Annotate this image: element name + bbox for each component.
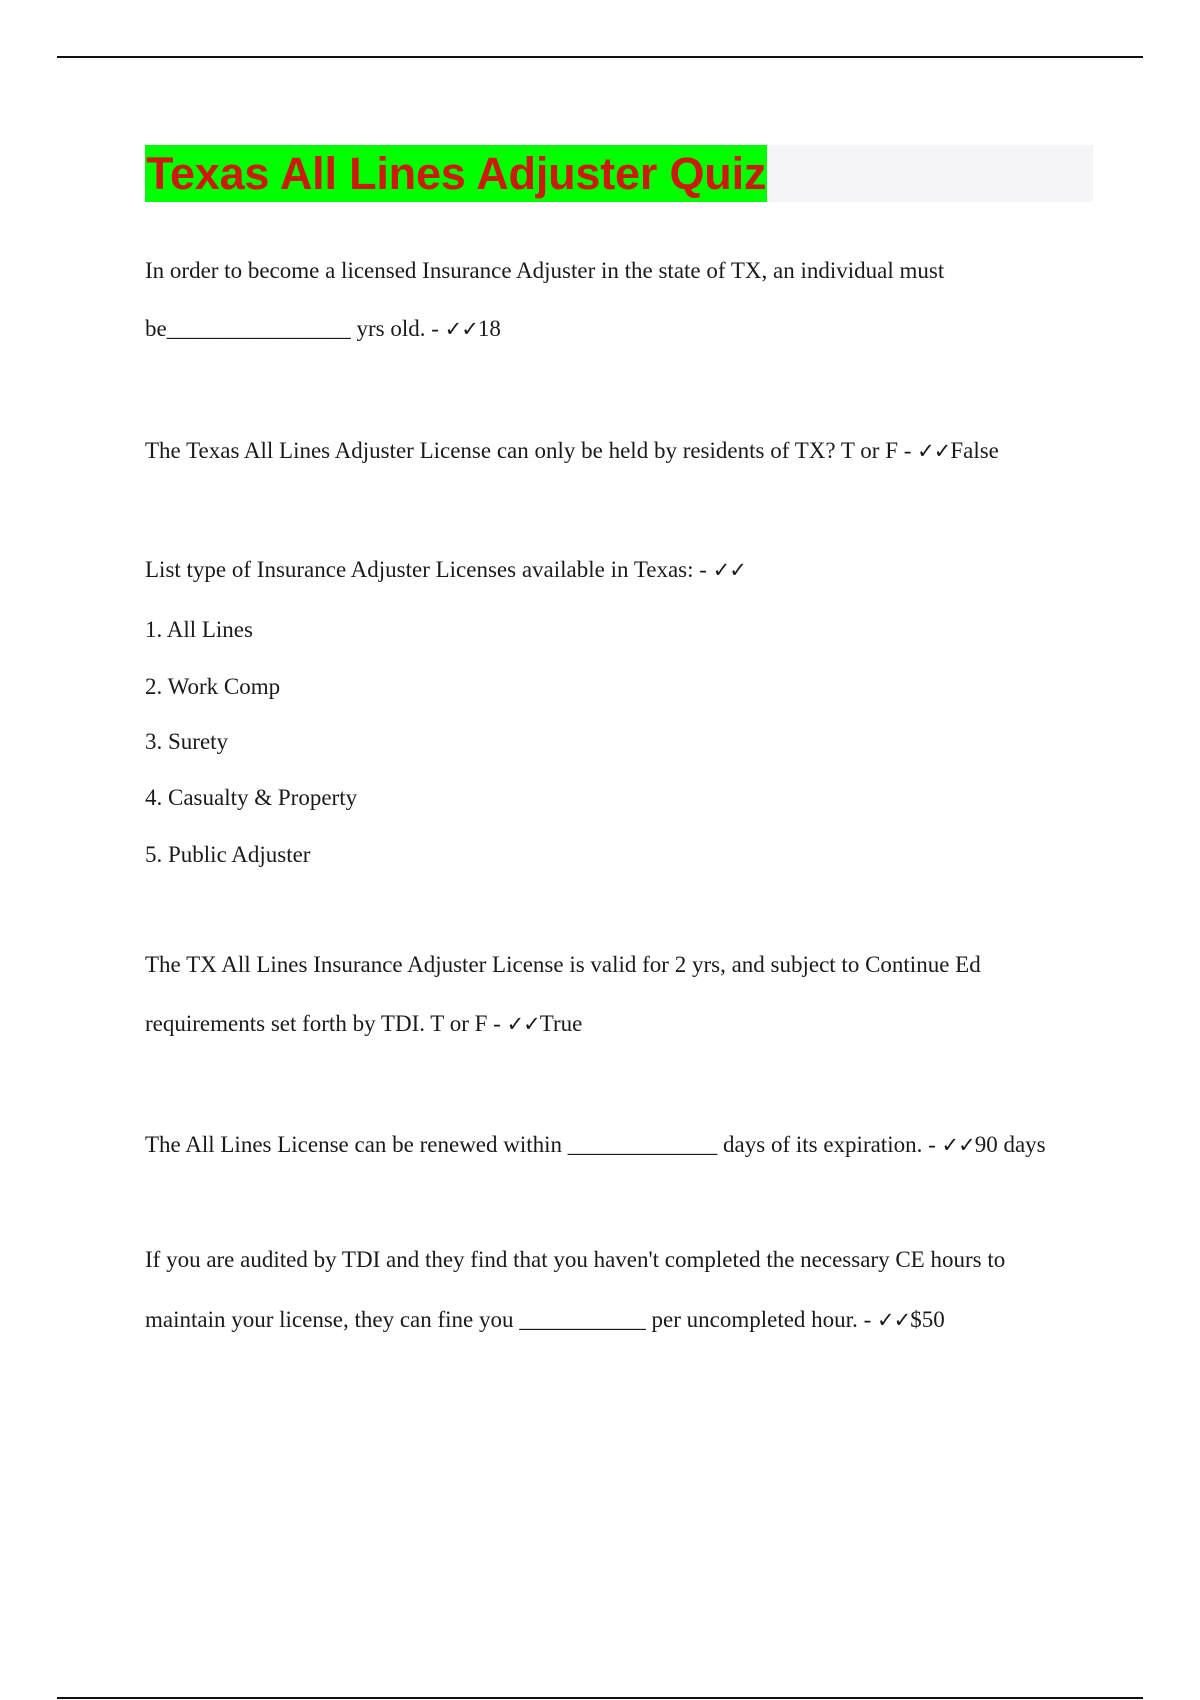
- answer-list-item: 2. Work Comp: [145, 674, 281, 699]
- answer-list-item: 5. Public Adjuster: [145, 842, 311, 867]
- question-5-answer: 90 days: [974, 1132, 1046, 1157]
- check-icon: ✓✓: [712, 558, 746, 582]
- question-3-line-1: [145, 555, 746, 585]
- check-icon: ✓✓: [506, 1012, 540, 1036]
- bottom-rule: [57, 1697, 1143, 1699]
- check-icon: ✓✓: [941, 1133, 975, 1157]
- document-title: Texas All Lines Adjuster Quiz: [145, 145, 767, 202]
- question-1-answer: 18: [477, 316, 501, 341]
- question-6-line-2: [145, 1305, 945, 1335]
- question-5-line-1: [145, 1130, 1046, 1160]
- check-icon: ✓✓: [917, 439, 951, 463]
- question-2-line-1: [145, 436, 999, 466]
- answer-list-item: 3. Surety: [145, 729, 229, 754]
- question-4-line-2: [145, 1009, 582, 1039]
- question-2-answer: False: [950, 438, 999, 463]
- question-1-text: be________________ yrs old. -: [145, 316, 445, 341]
- question-2-text: The Texas All Lines Adjuster License can only be held by residents of TX? T or F -: [145, 438, 918, 463]
- question-6-line-1: If you are audited by TDI and they find that you haven't completed the necessary CE hours to: [145, 1247, 1006, 1272]
- top-rule: [57, 56, 1143, 58]
- question-3-text: List type of Insurance Adjuster Licenses available in Texas: -: [145, 557, 713, 582]
- question-4-text: requirements set forth by TDI. T or F -: [145, 1011, 507, 1036]
- check-icon: ✓✓: [876, 1308, 911, 1332]
- question-6-answer: $50: [910, 1307, 945, 1332]
- question-1-line-2: [145, 314, 501, 344]
- question-4-line-1: The TX All Lines Insurance Adjuster License is valid for 2 yrs, and subject to Continue Ed: [145, 952, 981, 977]
- check-icon: ✓✓: [444, 317, 478, 341]
- question-6-text: maintain your license, they can fine you ___________ per uncompleted hour. -: [145, 1307, 877, 1332]
- answer-list-item: 4. Casualty & Property: [145, 785, 358, 810]
- answer-list-item: 1. All Lines: [145, 617, 253, 642]
- question-1-line-1: In order to become a licensed Insurance Adjuster in the state of TX, an individual must: [145, 258, 945, 283]
- question-4-answer: True: [539, 1011, 583, 1036]
- question-5-text: The All Lines License can be renewed within _____________ days of its expiration. -: [145, 1132, 942, 1157]
